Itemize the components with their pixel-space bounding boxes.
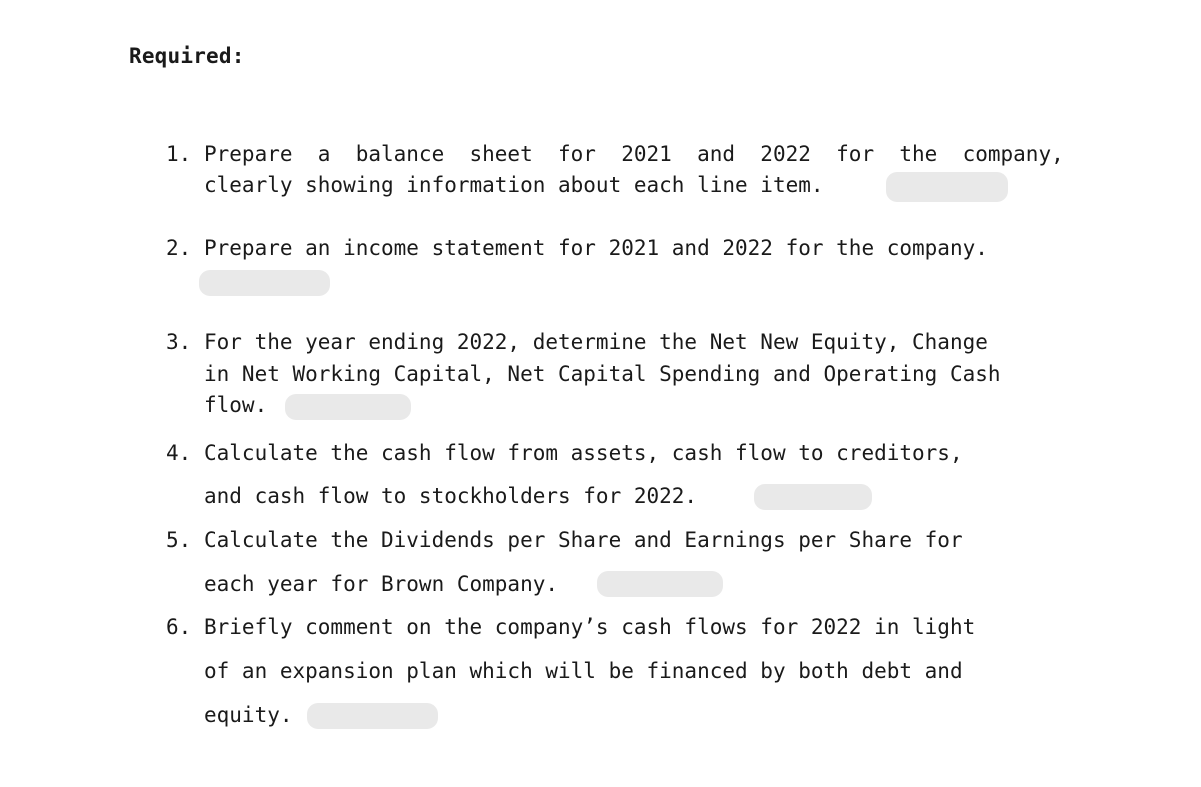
required-heading: Required:: [129, 44, 245, 68]
item-text-line: Calculate the cash flow from assets, cash flow to creditors,: [204, 441, 963, 465]
item-number: 5.: [166, 528, 192, 552]
item-text-line: For the year ending 2022, determine the Net New Equity, Change: [204, 330, 988, 354]
item-text-line: and cash flow to stockholders for 2022.: [204, 484, 698, 508]
item-text-line: each year for Brown Company.: [204, 572, 559, 596]
item-text-line: Briefly comment on the company’s cash flows for 2022 in light: [204, 615, 976, 639]
item-text-line: equity.: [204, 703, 293, 727]
item-text-line: flow.: [204, 393, 268, 417]
item-number: 3.: [166, 330, 192, 354]
item-number: 6.: [166, 615, 192, 639]
item-text-line: clearly showing information about each line item.: [204, 173, 824, 197]
redaction-blur: [285, 394, 411, 420]
item-text-line: Calculate the Dividends per Share and Earnings per Share for: [204, 528, 963, 552]
redaction-blur: [597, 571, 723, 597]
item-number: 1.: [166, 142, 192, 166]
redaction-blur: [307, 703, 438, 729]
item-text-line: in Net Working Capital, Net Capital Spending and Operating Cash: [204, 362, 1001, 386]
item-number: 2.: [166, 236, 192, 260]
item-text-line: of an expansion plan which will be financed by both debt and: [204, 659, 963, 683]
redaction-blur: [199, 270, 330, 296]
item-number: 4.: [166, 441, 192, 465]
redaction-blur: [886, 172, 1008, 202]
requirement-item-6: [166, 612, 1066, 767]
redaction-blur: [754, 484, 872, 510]
item-text-line: Prepare an income statement for 2021 and 2022 for the company.: [204, 236, 988, 260]
item-text-line: Prepare a balance sheet for 2021 and 2022 for the company,: [204, 142, 1064, 166]
